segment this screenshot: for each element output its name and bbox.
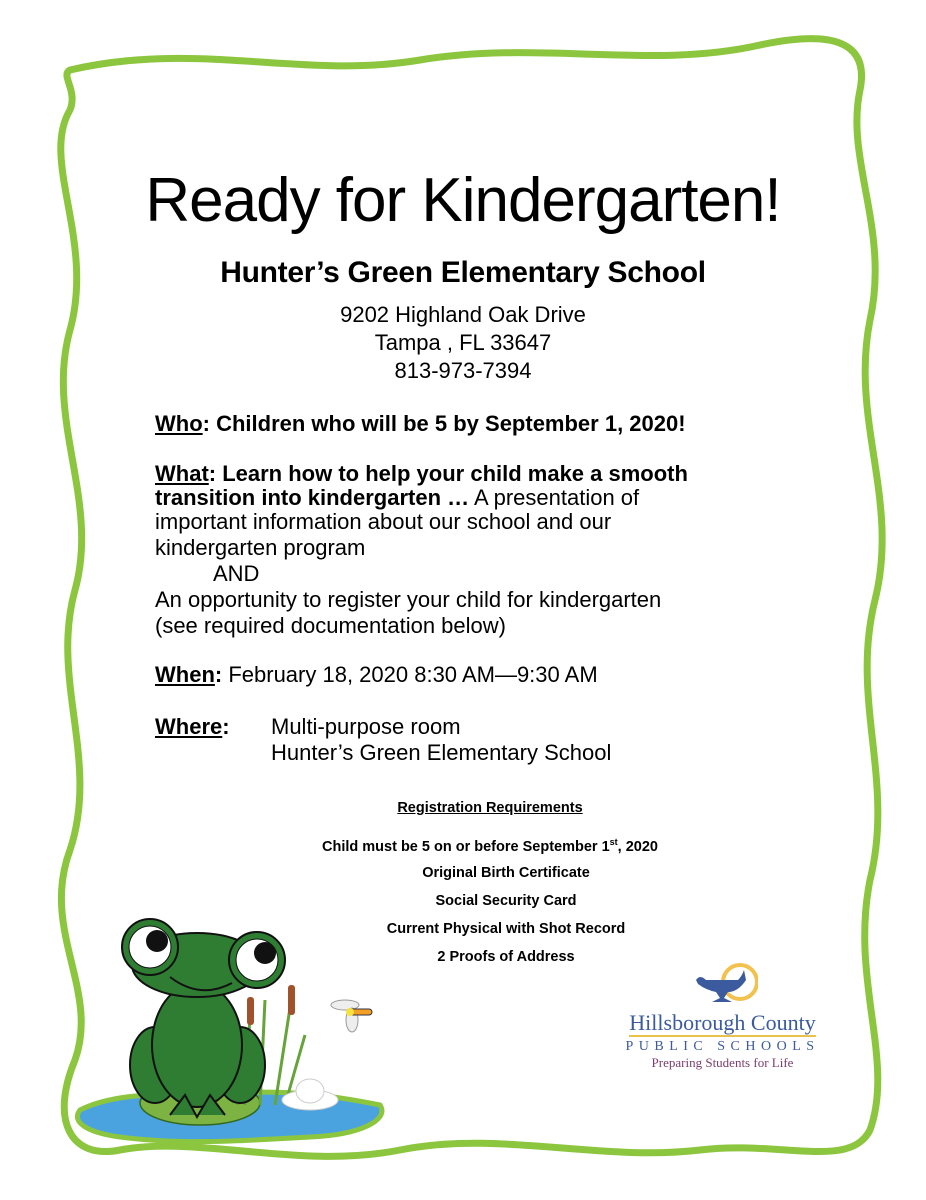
- requirement-item: Current Physical with Shot Record: [386, 921, 626, 937]
- when-colon: :: [214, 662, 223, 687]
- superscript: st: [609, 837, 618, 847]
- what-text-2: transition into kindergarten …: [155, 485, 470, 510]
- what-line-2: [155, 485, 639, 511]
- where-line: [155, 714, 230, 740]
- where-line-2: Hunter’s Green Elementary School: [271, 740, 612, 765]
- logo-name: Hillsborough County: [629, 1010, 816, 1035]
- address-line-1: 9202 Highland Oak Drive: [340, 302, 586, 327]
- requirements-heading: Registration Requirements: [397, 800, 583, 816]
- what-label: What: [155, 461, 209, 486]
- requirement-text: Child must be 5 on or before September 1: [322, 838, 610, 855]
- who-line: [155, 411, 686, 437]
- what-line-6: An opportunity to register your child for kindergarten: [155, 587, 662, 612]
- what-text-2-rest: A presentation of: [469, 485, 640, 510]
- when-label: When: [155, 662, 215, 687]
- where-line-1: Multi-purpose room: [271, 714, 461, 739]
- logo-tagline: Preparing Students for Life: [651, 1055, 794, 1070]
- requirement-item: Social Security Card: [435, 893, 577, 909]
- when-line: [155, 662, 598, 688]
- what-line-1: [155, 461, 688, 487]
- where-colon: :: [222, 714, 230, 739]
- frog-pond-illustration: [60, 905, 400, 1155]
- requirement-item: [0, 837, 926, 855]
- requirement-year: , 2020: [617, 838, 658, 855]
- logo-subtitle: PUBLIC SCHOOLS: [625, 1039, 820, 1054]
- dragonfly-icon: [331, 1000, 372, 1032]
- requirement-item: Original Birth Certificate: [422, 865, 590, 881]
- what-and: AND: [213, 561, 260, 586]
- what-line-7: (see required documentation below): [155, 613, 506, 638]
- requirement-item: 2 Proofs of Address: [437, 949, 575, 965]
- where-label: Where: [155, 714, 223, 739]
- district-logo: [610, 962, 835, 1071]
- what-line-4: kindergarten program: [155, 535, 366, 560]
- address-line-2: Tampa , FL 33647: [374, 330, 552, 355]
- who-text: : Children who will be 5 by September 1, 2020!: [202, 411, 686, 436]
- when-text: February 18, 2020 8:30 AM—9:30 AM: [222, 662, 598, 687]
- flyer-title: Ready for Kindergarten!: [145, 166, 781, 235]
- lamp-of-knowledge-icon: [688, 962, 758, 1006]
- what-text-1: : Learn how to help your child make a smooth: [208, 461, 688, 486]
- school-name: Hunter’s Green Elementary School: [220, 256, 706, 289]
- phone-number: 813-973-7394: [394, 358, 532, 383]
- who-label: Who: [155, 411, 203, 436]
- frog-icon: [122, 919, 285, 1117]
- what-line-3: important information about our school and our: [155, 509, 612, 534]
